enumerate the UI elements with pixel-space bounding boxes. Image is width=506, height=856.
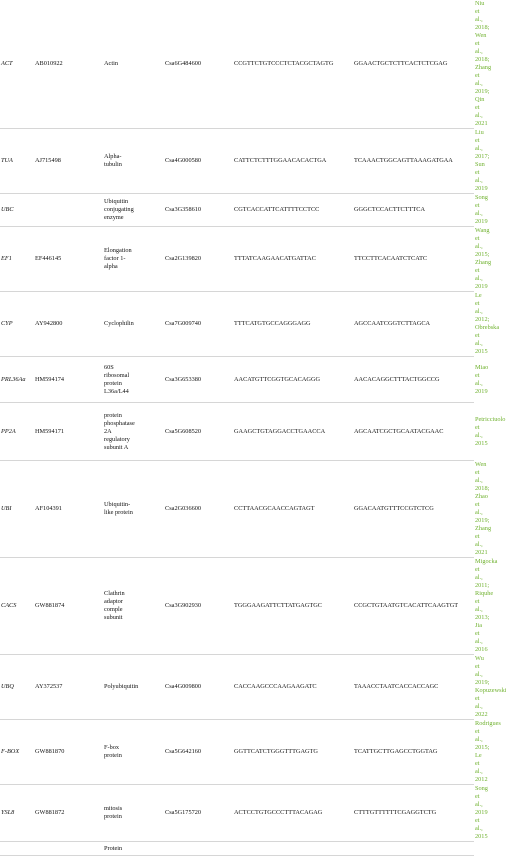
gene-name-cell: YSL8: [0, 785, 31, 842]
description-cell: [100, 558, 161, 655]
gene-id-cell: Csa3G902930: [161, 558, 230, 655]
gene-id-cell: Csa7G009740: [161, 292, 230, 357]
reverse-primer-cell: AGCAATCGCTGCAATACGAAC: [350, 403, 471, 461]
reverse-primer-cell: [350, 842, 471, 856]
reverse-primer-cell: CTTTGTTTTTTCGAGGTCTG: [350, 785, 471, 842]
description-cell: [100, 129, 161, 194]
reverse-primer-cell: GGACAATGTTTCCGTCTCG: [350, 461, 471, 558]
description-line: Polyubiquitin: [104, 683, 139, 690]
gene-id-cell: Csa5G608520: [161, 403, 230, 461]
accession-cell: GW881874: [31, 558, 100, 655]
forward-primer-cell: TTTCATGTGCCAGGGAGG: [230, 292, 350, 357]
description-line: protein: [104, 379, 122, 387]
accession-cell: AY372537: [31, 655, 100, 720]
gene-name-cell: CYP: [0, 292, 31, 357]
gene-name-cell: F-BOX: [0, 720, 31, 785]
description-line: adaptor: [104, 598, 123, 605]
description-line: factor 1-: [104, 255, 126, 262]
table-row: [0, 558, 474, 655]
accession-cell: AY942800: [31, 292, 100, 357]
accession-cell: [31, 194, 100, 227]
gene-id-cell: Csa5G642160: [161, 720, 230, 785]
description-line: 60S: [104, 363, 114, 371]
description-cell: [100, 292, 161, 357]
gene-name-cell: ACT: [0, 0, 31, 129]
gene-name-cell: UBQ: [0, 655, 31, 720]
forward-primer-cell: ACTCCTGTGCCCTTTACAGAG: [230, 785, 350, 842]
table-row: [0, 227, 474, 292]
reference-cell: Petricciuolo et al., 2015: [471, 403, 474, 461]
table-row: [0, 0, 474, 129]
gene-id-cell: Csa3G653380: [161, 357, 230, 403]
description-line: Elongation: [104, 247, 132, 254]
reference-cell: Miao et al., 2019: [471, 357, 474, 403]
gene-id-cell: Csa5G175720: [161, 785, 230, 842]
description-line: alpha: [104, 263, 118, 270]
reference-cell: Niu et al., 2018; Wen et al., 2018; Zhang et al., 2019; Qin et al., 2021: [471, 0, 474, 129]
reverse-primer-cell: CCGCTGTAATGTCACATTCAAGTGT: [350, 558, 471, 655]
forward-primer-cell: GGTTCATCTGGGTTTGAGTG: [230, 720, 350, 785]
description-line: Cyclophilin: [104, 320, 134, 327]
gene-name-cell: PP2A: [0, 403, 31, 461]
reference-cell: Song et al., 2019: [471, 194, 474, 227]
forward-primer-cell: CGTCACCATTCATTTTCCTCC: [230, 194, 350, 227]
description-line: phosphatase: [104, 419, 135, 427]
gene-id-cell: Csa2G139820: [161, 227, 230, 292]
description-line: protein: [104, 813, 122, 820]
gene-id-cell: Csa4G000580: [161, 129, 230, 194]
reference-cell: Wu et al., 2019; Kopuzewski et al., 2022: [471, 655, 474, 720]
gene-id-cell: Csa6G484600: [161, 0, 230, 129]
gene-id-cell: Csa3G358610: [161, 194, 230, 227]
forward-primer-cell: CATTCTCTTTGGAACACACTGA: [230, 129, 350, 194]
description-line: like protein: [104, 509, 133, 516]
forward-primer-cell: CACCAAGCCCAAGAAGATC: [230, 655, 350, 720]
description-cell: [100, 194, 161, 227]
gene-name-cell: PRL36Aa: [0, 357, 31, 403]
reference-cell: Le et al., 2012; Obrebska et al., 2015: [471, 292, 474, 357]
gene-id-cell: [161, 842, 230, 856]
forward-primer-cell: [230, 842, 350, 856]
table-row: [0, 357, 474, 403]
description-line: 2A: [104, 427, 112, 435]
gene-name-cell: UBI: [0, 461, 31, 558]
table-row: [0, 194, 474, 227]
description-line: subunit: [104, 614, 123, 621]
reverse-primer-cell: AGCCAATCGGTCTTAGCA: [350, 292, 471, 357]
description-cell: [100, 461, 161, 558]
table-row: [0, 403, 474, 461]
description-line: enzyme: [104, 214, 124, 221]
description-cell: [100, 842, 161, 856]
table-row: [0, 785, 474, 842]
description-line: ribosomal: [104, 371, 130, 379]
gene-name-cell: CACS: [0, 558, 31, 655]
description-line: Ubiquitin: [104, 198, 129, 205]
gene-name-cell: [0, 842, 31, 856]
reference-cell: Liu et al., 2017; Sun et al., 2019: [471, 129, 474, 194]
description-line: mitosis: [104, 805, 123, 812]
accession-cell: AJ715498: [31, 129, 100, 194]
reverse-primer-cell: GGGCTCCACTTCTTTCA: [350, 194, 471, 227]
description-cell: [100, 403, 161, 461]
gene-name-cell: TUA: [0, 129, 31, 194]
accession-cell: EF446145: [31, 227, 100, 292]
gene-name-cell: UBC: [0, 194, 31, 227]
accession-cell: GW881872: [31, 785, 100, 842]
description-line: comple: [104, 606, 123, 613]
reverse-primer-cell: AACACAGGCTTTACTGGCCG: [350, 357, 471, 403]
accession-cell: AF104391: [31, 461, 100, 558]
description-line: subunit A: [104, 443, 129, 451]
forward-primer-cell: CCGTTCTGTCCCTCTACGCTAGTG: [230, 0, 350, 129]
forward-primer-cell: CCTTAACGCAACCAGTAGT: [230, 461, 350, 558]
table-row: [0, 129, 474, 194]
gene-name-cell: EF1: [0, 227, 31, 292]
table-row: [0, 655, 474, 720]
description-line: Ubiquitin-: [104, 501, 131, 508]
description-line: Actin: [104, 60, 118, 67]
accession-cell: AB010922: [31, 0, 100, 129]
reverse-primer-cell: TCAAACTGGCAGTTAAAGATGAA: [350, 129, 471, 194]
description-line: F-box: [104, 744, 120, 751]
table-row: [0, 842, 474, 856]
description-line: protein: [104, 411, 122, 419]
table-row: [0, 461, 474, 558]
reverse-primer-cell: GGAACTGCTCTTCACTCTCGAG: [350, 0, 471, 129]
description-cell: [100, 0, 161, 129]
gene-id-cell: Csa4G009800: [161, 655, 230, 720]
forward-primer-cell: AACATGTTCGGTGCACAGGG: [230, 357, 350, 403]
reference-cell: Migocka et al., 2011; Riquhe et al., 2013; Jia et al., 2016: [471, 558, 474, 655]
accession-cell: [31, 842, 100, 856]
description-line: protein: [104, 752, 122, 759]
description-cell: [100, 357, 161, 403]
table-row: [0, 292, 474, 357]
description-line: regulatory: [104, 435, 130, 443]
gene-id-cell: Csa2G036600: [161, 461, 230, 558]
reference-cell: [471, 842, 474, 856]
reference-cell: Wang et al., 2015; Zhang et al., 2019: [471, 227, 474, 292]
description-line: Protein: [104, 844, 123, 852]
description-cell: [100, 785, 161, 842]
description-line: Alpha-: [104, 153, 122, 160]
description-cell: [100, 655, 161, 720]
table-row: [0, 720, 474, 785]
accession-cell: HM594171: [31, 403, 100, 461]
reference-cell: Wen et al., 2018; Zhao et al., 2019; Zhang et al., 2021: [471, 461, 474, 558]
reverse-primer-cell: TAAACCTAATCACCACCAGC: [350, 655, 471, 720]
description-line: Clathrin: [104, 590, 125, 597]
description-cell: [100, 720, 161, 785]
reference-cell: Rodrigues et al., 2015; Le et al., 2012: [471, 720, 474, 785]
accession-cell: HM594174: [31, 357, 100, 403]
description-line: tubulin: [104, 161, 122, 168]
forward-primer-cell: GAAGCTGTAGGACCTGAACCA: [230, 403, 350, 461]
reference-cell: Song et al., 2019 et al., 2015: [471, 785, 474, 842]
reverse-primer-cell: TCATTGCTTGAGCCTGGTAG: [350, 720, 471, 785]
reverse-primer-cell: TTCCTTCACAATCTCATC: [350, 227, 471, 292]
description-line: L36a/L44: [104, 387, 129, 395]
description-line: conjugating: [104, 206, 134, 213]
forward-primer-cell: TGGGAAGATTCTTATGAGTGC: [230, 558, 350, 655]
accession-cell: GW881870: [31, 720, 100, 785]
description-cell: [100, 227, 161, 292]
forward-primer-cell: TTTATCAAGAACATGATTAC: [230, 227, 350, 292]
